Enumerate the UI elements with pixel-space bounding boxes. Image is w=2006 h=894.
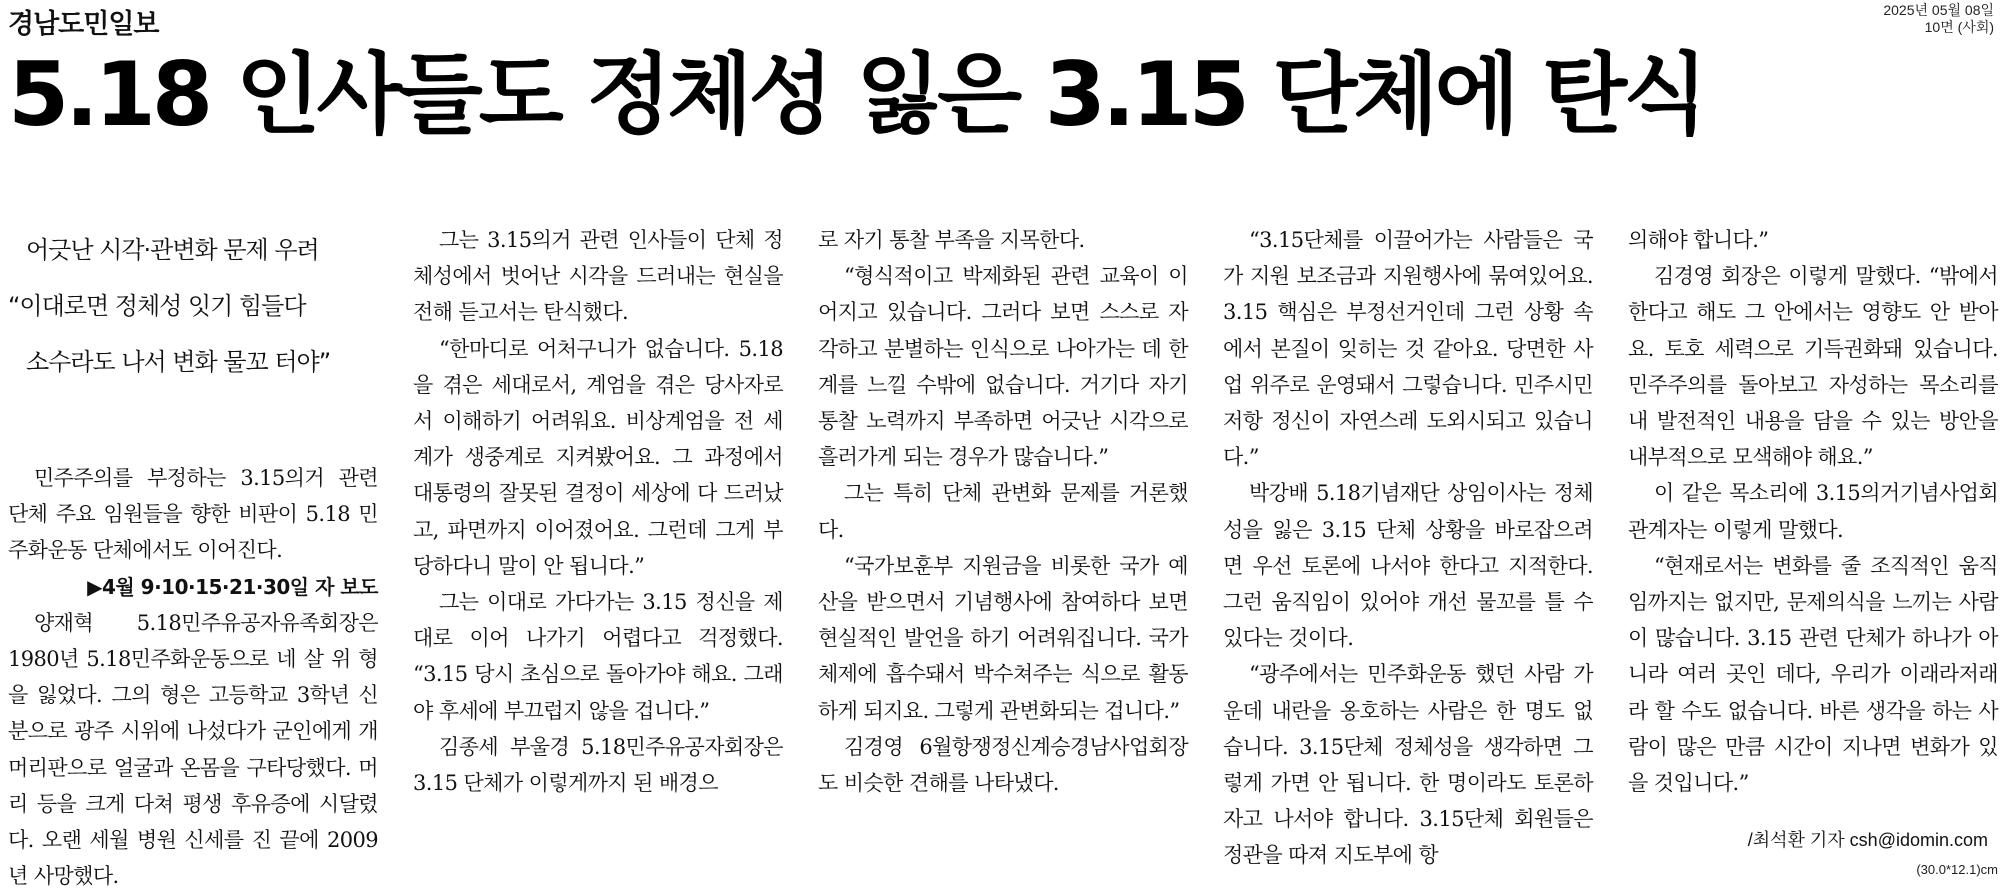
subhead-line-2: “이대로면 정체성 잇기 힘들다 <box>8 292 306 320</box>
paragraph: 박강배 5.18기념재단 상임이사는 정체성을 잃은 3.15 단체 상황을 바로잡으려면 우선 토론에 나서야 한다고 지적한다. 그런 움직임이 있어야 개선 물꼬를 틀 수 있다는 것이다. <box>1223 481 1593 651</box>
paragraph: 의해야 합니다.” <box>1628 228 1769 252</box>
paragraph: “3.15단체를 이끌어가는 사람들은 국가 지원 보조금과 지원행사에 묶여있어요. 3.15 핵심은 부정선거인데 그런 상황 속에서 본질이 잊히는 것 같아요. 당면한 사업 위주로 운영돼서 그렇습니다. 민주시민 저항 정신이 자연스레 도외시되고 있습니다.” <box>1223 228 1593 470</box>
issue-meta <box>1883 2 1994 36</box>
byline: /최석환 기자 csh@idomin.com <box>1747 830 1988 850</box>
clipping-size: (30.0*12.1)cm <box>1916 862 1998 877</box>
paragraph: 그는 이대로 가다가는 3.15 정신을 제대로 이어 나가기 어렵다고 걱정했다. “3.15 당시 초심으로 돌아가야 해요. 그래야 후세에 부끄럽지 않을 겁니다.” <box>413 590 783 723</box>
related-report-ref: ▶4월 9·10·15·21·30일 자 보도 <box>87 574 378 599</box>
paragraph: “형식적이고 박제화된 관련 교육이 이어지고 있습니다. 그러다 보면 스스로 자각하고 분별하는 인식으로 나아가는 데 한계를 느낄 수밖에 없습니다. 거기다 자기 통찰 노력까지 부족하면 어긋난 시각으로 흘러가게 되는 경우가 많습니다.” <box>818 264 1188 470</box>
paragraph: 그는 특히 단체 관변화 문제를 거론했다. <box>818 481 1188 542</box>
paragraph: 로 자기 통찰 부족을 지목한다. <box>818 228 1085 252</box>
paragraph: 이 같은 목소리에 3.15의거기념사업회 관계자는 이렇게 말했다. <box>1628 481 1998 542</box>
article-column-5 <box>1628 222 1998 801</box>
paragraph: “한마디로 어처구니가 없습니다. 5.18을 겪은 세대로서, 계엄을 겪은 당사자로서 이해하기 어려워요. 비상계엄을 전 세계가 생중계로 지켜봤어요. 그 과정에서 대통령의 잘못된 결정이 세상에 다 드러났고, 파면까지 이어졌어요. 그런데 그게 부당하다니 말이 안 됩니다.” <box>413 336 783 578</box>
paragraph: 김경영 6월항쟁정신계승경남사업회장도 비슷한 견해를 나타냈다. <box>818 734 1188 796</box>
paragraph: 김경영 회장은 이렇게 말했다. “밖에서 한다고 해도 그 안에서는 영향도 안 받아요. 토호 세력으로 기득권화돼 있습니다. 민주주의를 돌아보고 자성하는 목소리를 내 발전적인 내용을 담을 수 있는 방안을 내부적으로 모색해야 해요.” <box>1628 264 1998 470</box>
paragraph: “광주에서는 민주화운동 했던 사람 가운데 내란을 옹호하는 사람은 한 명도 없습니다. 3.15단체 정체성을 생각하면 그렇게 가면 안 됩니다. 한 명이라도 토론하자고 나서야 합니다. 3.15단체 회원들은 정관을 따져 지도부에 항 <box>1223 662 1593 868</box>
newspaper-masthead: 경남도민일보 <box>8 9 159 40</box>
paragraph: “현재로서는 변화를 줄 조직적인 움직임까지는 없지만, 문제의식을 느끼는 사람이 많습니다. 3.15 관련 단체가 하나가 아니라 여러 곳인 데다, 우리가 이래라저래라 할 수도 없습니다. 바른 생각을 하는 사람이 많은 만큼 시간이 지나면 변화가 있을 것입니다.” <box>1628 553 1998 796</box>
article-column-2 <box>413 222 783 801</box>
subheadline <box>8 222 378 390</box>
paragraph: “국가보훈부 지원금을 비롯한 국가 예산을 받으면서 기념행사에 참여하다 보면 현실적인 발언을 하기 어려워집니다. 국가 체제에 흡수돼서 박수쳐주는 식으로 활동하게 되지요. 그렇게 관변화되는 겁니다.” <box>818 553 1188 723</box>
page-section: 10면 (사회) <box>1924 19 1994 35</box>
paragraph: 그는 3.15의거 관련 인사들이 단체 정체성에서 벗어난 시각을 드러내는 현실을 전해 듣고서는 탄식했다. <box>413 228 783 325</box>
subhead-line-1: 어긋난 시각·관변화 문제 우려 <box>26 236 319 264</box>
issue-date: 2025년 05월 08일 <box>1883 2 1994 18</box>
article-column-4 <box>1223 222 1593 874</box>
subhead-line-3: 소수라도 나서 변화 물꼬 터야” <box>26 348 331 376</box>
article-column-1 <box>8 222 378 894</box>
article-column-3 <box>818 222 1188 801</box>
paragraph: 양재혁 5.18민주유공자유족회장은 1980년 5.18민주화운동으로 네 살 위 형을 잃었다. 그의 형은 고등학교 3학년 신분으로 광주 시위에 나섰다가 군인에게 개머리판으로 얼굴과 온몸을 구타당했다. 머리 등을 크게 다쳐 평생 후유증에 시달렸다. 오랜 세월 병원 신세를 진 끝에 2009년 사망했다. <box>8 610 378 889</box>
paragraph: 민주주의를 부정하는 3.15의거 관련 단체 주요 임원들을 향한 비판이 5.18 민주화운동 단체에서도 이어진다. <box>8 466 378 563</box>
paragraph: 김종세 부울경 5.18민주유공자회장은 3.15 단체가 이렇게까지 된 배경으 <box>413 734 783 796</box>
headline: 5.18 인사들도 정체성 잃은 3.15 단체에 탄식 <box>8 43 1705 146</box>
